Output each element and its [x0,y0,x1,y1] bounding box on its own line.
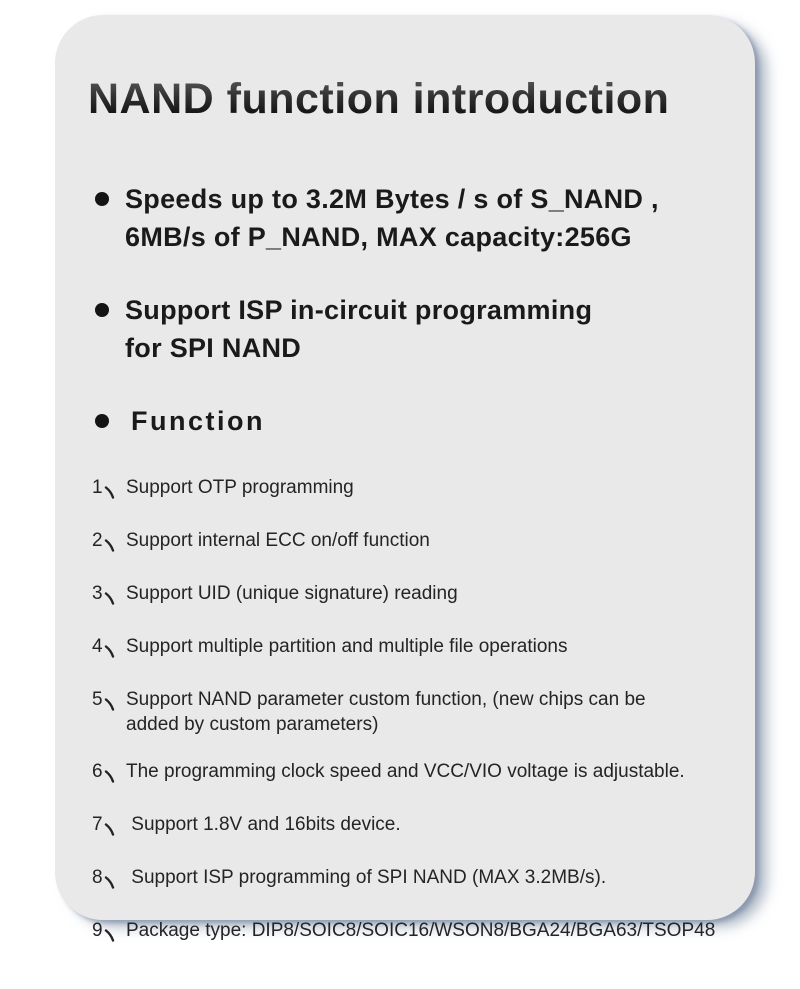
list-item [92,475,725,506]
list-number: 5 [92,689,103,710]
ideographic-comma-icon [104,481,115,506]
list-item [92,759,725,790]
bullet-icon [95,192,109,206]
list-marker [92,475,126,506]
bullet-icon [95,303,109,317]
ideographic-comma-icon [104,924,115,949]
list-item-line: Support NAND parameter custom function, (new chips can be [126,689,646,710]
list-marker [92,865,126,896]
list-marker [92,918,126,949]
list-item-text: The programming clock speed and VCC/VIO voltage is adjustable. [126,761,685,782]
list-item-text: Package type: DIP8/SOIC8/SOIC16/WSON8/BGA24/BGA63/TSOP48 [126,920,716,941]
highlight-line: Support ISP in-circuit programming [125,295,593,325]
feature-list [92,475,725,949]
list-marker [92,581,126,612]
list-item [92,581,725,612]
list-number: 6 [92,761,103,782]
list-marker [92,634,126,665]
highlights-section [88,180,725,440]
list-marker [92,687,126,737]
ideographic-comma-icon [104,765,115,790]
list-marker [92,759,126,790]
ideographic-comma-icon [104,534,115,559]
list-item [92,918,725,949]
list-number: 1 [92,477,103,498]
page-title: NAND function introduction [88,73,725,126]
list-number: 4 [92,636,103,657]
highlight-line: for SPI NAND [125,333,302,363]
list-number: 2 [92,530,103,551]
list-item-text: Support 1.8V and 16bits device. [126,814,401,835]
highlight-function-heading [95,402,725,440]
list-item-text: Support ISP programming of SPI NAND (MAX 3.2MB/s). [126,867,607,888]
list-item-text: Support multiple partition and multiple file operations [126,636,568,657]
list-item-line: added by custom parameters) [126,714,379,735]
list-item [92,528,725,559]
ideographic-comma-icon [104,693,115,718]
list-item [92,634,725,665]
section-heading: Function [131,406,265,436]
ideographic-comma-icon [104,818,115,843]
list-item [92,865,725,896]
list-number: 8 [92,867,103,888]
highlight-text [125,291,592,367]
list-number: 7 [92,814,103,835]
ideographic-comma-icon [104,640,115,665]
list-item [92,812,725,843]
highlight-text [125,180,659,256]
list-item-text: Support internal ECC on/off function [126,530,430,551]
highlight-line: 6MB/s of P_NAND, MAX capacity:256G [125,222,632,252]
list-number: 9 [92,920,103,941]
list-marker [92,812,126,843]
list-number: 3 [92,583,103,604]
list-item-text: Support OTP programming [126,477,354,498]
list-item [92,687,725,737]
list-item-text [126,687,646,737]
ideographic-comma-icon [104,871,115,896]
nand-intro-card [55,15,755,941]
list-item-text: Support UID (unique signature) reading [126,583,458,604]
highlight-text [125,402,265,440]
highlight-speeds [95,180,725,256]
highlight-line: Speeds up to 3.2M Bytes / s of S_NAND , [125,184,659,214]
highlight-isp [95,291,725,367]
ideographic-comma-icon [104,587,115,612]
list-marker [92,528,126,559]
bullet-icon [95,414,109,428]
